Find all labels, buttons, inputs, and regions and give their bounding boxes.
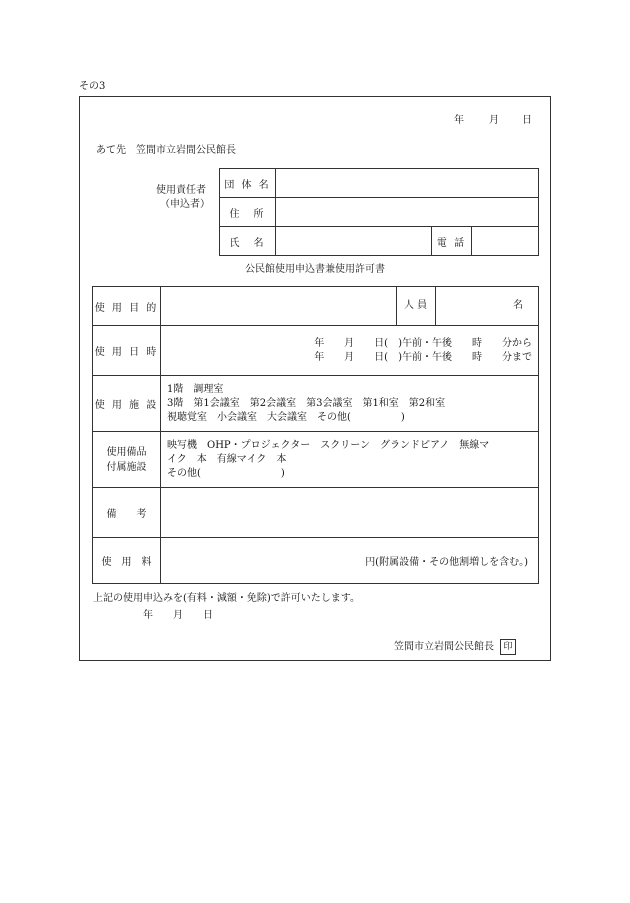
facilities-other: 視聴覚室 小会議室 大会議室 その他( ): [167, 411, 405, 423]
facilities-label: 使 用 施 設: [93, 376, 161, 432]
equipment-line2: イク 本 有線マイク 本: [167, 453, 287, 465]
form-title: 公民館使用申込書兼使用許可書: [245, 264, 385, 275]
date-year: 年: [454, 115, 464, 126]
people-count-field[interactable]: [435, 287, 539, 325]
datetime-field[interactable]: [161, 326, 539, 376]
signature: 笠間市立岩間公民館長: [394, 641, 494, 653]
name-label: 氏 名: [220, 227, 276, 256]
datetime-from: 年 月 日( )午前・午後 時 分から: [314, 337, 532, 349]
usage-table: [92, 286, 539, 584]
seal-stamp: 印: [500, 639, 516, 655]
group-name-label: 団 体 名: [220, 169, 276, 198]
equipment-field[interactable]: [161, 432, 539, 488]
fee-label: 使 用 料: [93, 538, 161, 584]
page-number: その3: [79, 81, 106, 92]
datetime-to: 年 月 日( )午前・午後 時 分まで: [314, 351, 532, 363]
phone-label: 電 話: [432, 227, 472, 256]
purpose-label: 使 用 目 的: [93, 287, 161, 326]
addressee: あて先 笠間市立岩間公民館長: [96, 145, 236, 156]
permit-date: 年 月 日: [143, 610, 213, 621]
signature-line: [394, 639, 516, 655]
people-label: 人 員: [404, 300, 428, 311]
date-month: 月: [489, 115, 499, 126]
applicant-table: [219, 168, 539, 256]
address-field[interactable]: [276, 198, 539, 227]
purpose-field[interactable]: [161, 287, 396, 325]
applicant-side-label: 使用責任者: [156, 185, 206, 196]
name-field[interactable]: [276, 227, 432, 256]
facilities-floor3: 3階 第1会議室 第2会議室 第3会議室 第1和室 第2和室: [167, 397, 446, 409]
address-label: 住 所: [220, 198, 276, 227]
equipment-label: 使用備品 付属施設: [93, 432, 161, 488]
permit-statement: 上記の使用申込みを(有料・減額・免除)で許可いたします。: [93, 593, 361, 604]
phone-field[interactable]: [472, 227, 539, 256]
date-day: 日: [522, 115, 532, 126]
facilities-floor1: 1階 調理室: [167, 383, 224, 395]
facilities-field[interactable]: [161, 376, 539, 432]
equipment-other: その他( ): [167, 467, 285, 479]
fee-field[interactable]: 円(附属設備・その他割増しを含む。): [161, 538, 539, 584]
group-name-field[interactable]: [276, 169, 539, 198]
datetime-label: 使 用 日 時: [93, 326, 161, 376]
equipment-line1: 映写機 OHP・プロジェクター スクリーン グランドピアノ 無線マ: [167, 439, 490, 451]
remarks-field[interactable]: [161, 488, 539, 538]
people-unit: 名: [513, 300, 523, 311]
remarks-label: 備 考: [93, 488, 161, 538]
applicant-side-label-sub: （申込者）: [160, 199, 210, 210]
